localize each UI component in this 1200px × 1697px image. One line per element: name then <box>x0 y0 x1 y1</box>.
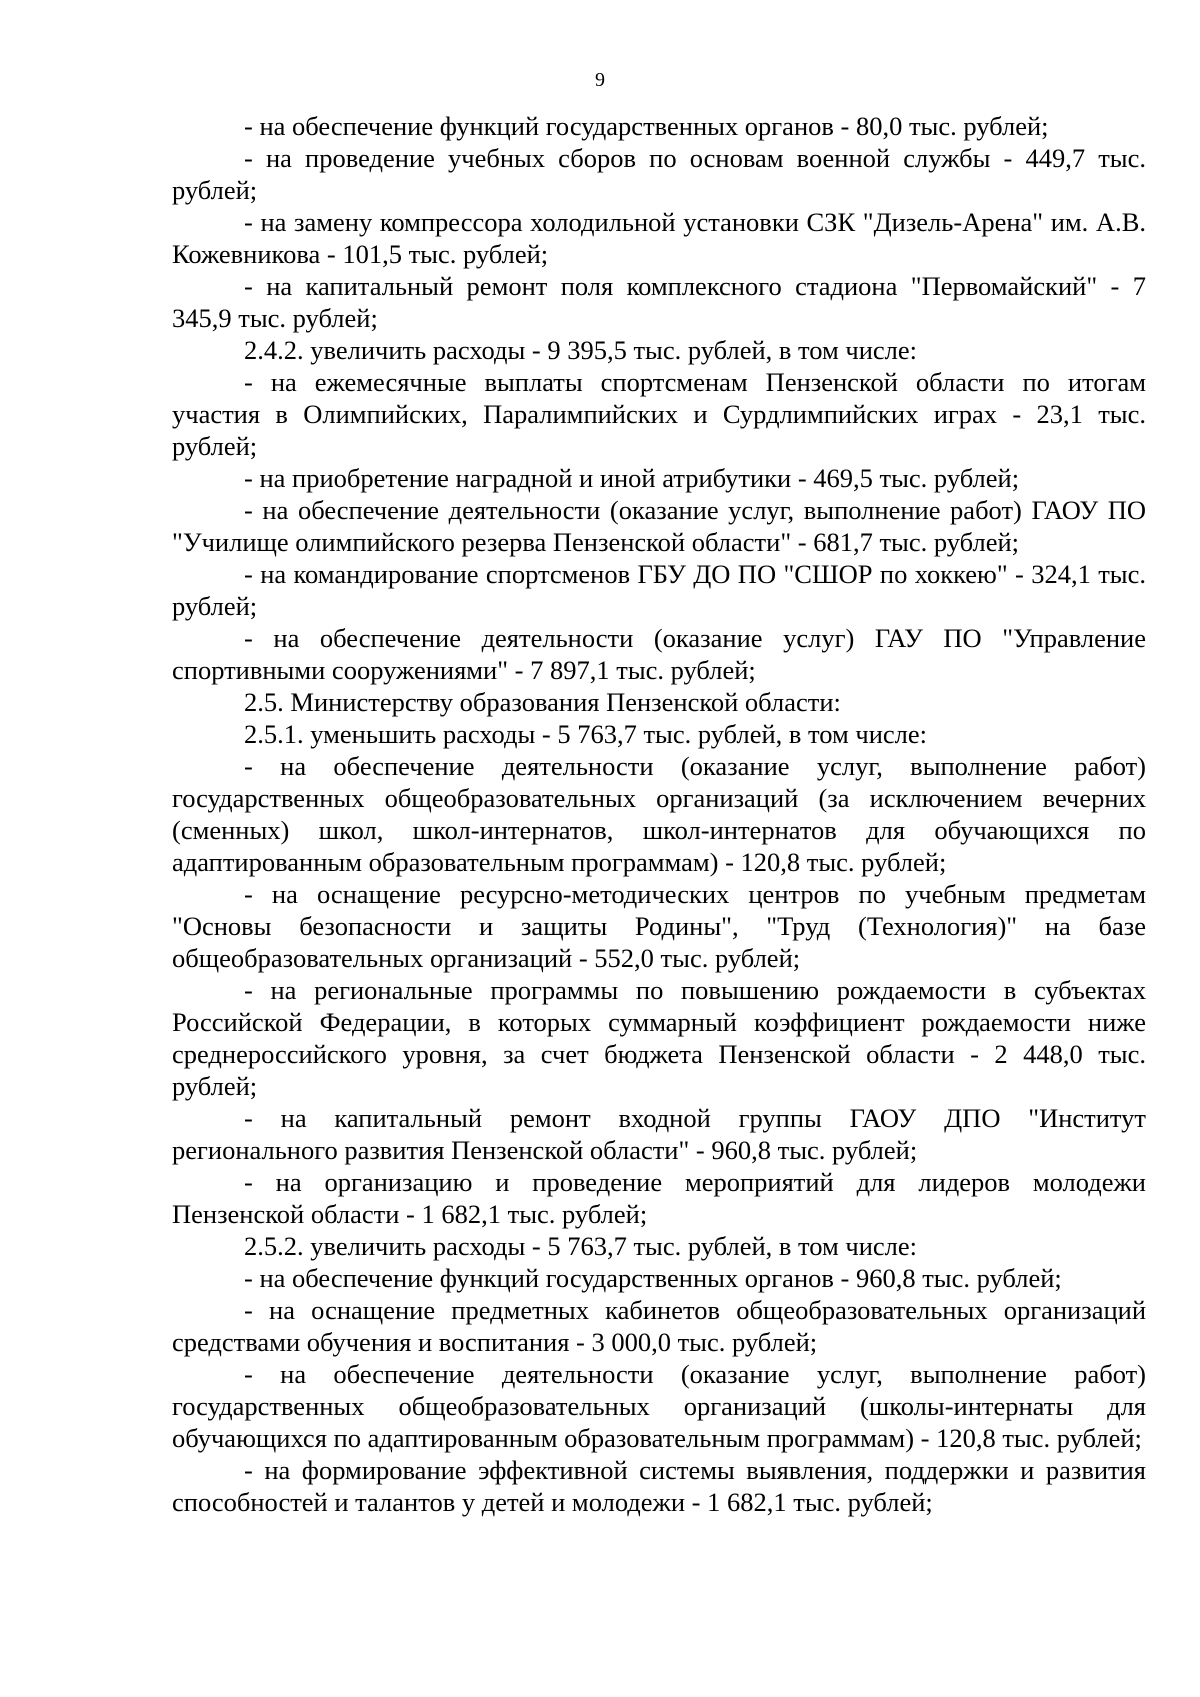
paragraph: - на оснащение предметных кабинетов общеобразовательных организаций средствами обучения и воспитания - 3 000,0 тыс. рублей; <box>172 1295 1146 1357</box>
section-heading: 2.5.2. увеличить расходы - 5 763,7 тыс. рублей, в том числе: <box>244 1231 918 1261</box>
document-body <box>172 110 1146 1518</box>
section-heading: 2.5. Министерству образования Пензенской области: <box>244 687 841 717</box>
paragraph: - на оснащение ресурсно-методических центров по учебным предметам "Основы безопасности и защиты Родины", "Труд (Технология)" на базе общеобразовательных организаций - 552,0 тыс. рублей; <box>172 879 1146 973</box>
paragraph: - на капитальный ремонт входной группы ГАОУ ДПО "Институт регионального развития Пензенской области" - 960,8 тыс. рублей; <box>172 1103 1146 1165</box>
paragraph: - на обеспечение функций государственных органов - 80,0 тыс. рублей; <box>244 111 1049 141</box>
paragraph: - на командирование спортсменов ГБУ ДО ПО "СШОР по хоккею" - 324,1 тыс. рублей; <box>172 559 1146 621</box>
paragraph: - на обеспечение функций государственных органов - 960,8 тыс. рублей; <box>244 1263 1062 1293</box>
paragraph: - на приобретение наградной и иной атрибутики - 469,5 тыс. рублей; <box>244 463 1020 493</box>
paragraph: - на замену компрессора холодильной установки СЗК "Дизель-Арена" им. А.В. Кожевникова - 101,5 тыс. рублей; <box>172 207 1146 269</box>
paragraph: - на формирование эффективной системы выявления, поддержки и развития способностей и талантов у детей и молодежи - 1 682,1 тыс. рублей; <box>172 1455 1146 1517</box>
page-number: 9 <box>595 69 605 91</box>
paragraph: - на ежемесячные выплаты спортсменам Пензенской области по итогам участия в Олимпийских, Паралимпийских и Сурдлимпийских играх - 23,1 тыс. рублей; <box>172 367 1146 461</box>
paragraph: - на проведение учебных сборов по основам военной службы - 449,7 тыс. рублей; <box>172 143 1146 205</box>
paragraph: - на капитальный ремонт поля комплексного стадиона "Первомайский" - 7 345,9 тыс. рублей; <box>172 271 1146 333</box>
paragraph: - на региональные программы по повышению рождаемости в субъектах Российской Федерации, в которых суммарный коэффициент рождаемости ниже среднероссийского уровня, за счет бюджета Пензенской области - 2 448,0 тыс. рублей; <box>172 975 1146 1101</box>
section-heading: 2.5.1. уменьшить расходы - 5 763,7 тыс. рублей, в том числе: <box>244 719 928 749</box>
paragraph: - на обеспечение деятельности (оказание услуг, выполнение работ) государственных общеобразовательных организаций (за исключением вечерних (сменных) школ, школ-интернатов, школ-интернатов для обучающихся по адаптированным образовательным программам) - 120,8 тыс. рублей; <box>172 751 1146 877</box>
paragraph: - на обеспечение деятельности (оказание услуг, выполнение работ) государственных общеобразовательных организаций (школы-интернаты для обучающихся по адаптированным образовательным программам) - 120,8 тыс. рублей; <box>172 1359 1146 1453</box>
paragraph: - на организацию и проведение мероприятий для лидеров молодежи Пензенской области - 1 682,1 тыс. рублей; <box>172 1167 1146 1229</box>
paragraph: - на обеспечение деятельности (оказание услуг, выполнение работ) ГАОУ ПО "Училище олимпийского резерва Пензенской области" - 681,7 тыс. рублей; <box>172 495 1146 557</box>
section-heading: 2.4.2. увеличить расходы - 9 395,5 тыс. рублей, в том числе: <box>244 335 918 365</box>
paragraph: - на обеспечение деятельности (оказание услуг) ГАУ ПО "Управление спортивными сооружениями" - 7 897,1 тыс. рублей; <box>172 623 1146 685</box>
